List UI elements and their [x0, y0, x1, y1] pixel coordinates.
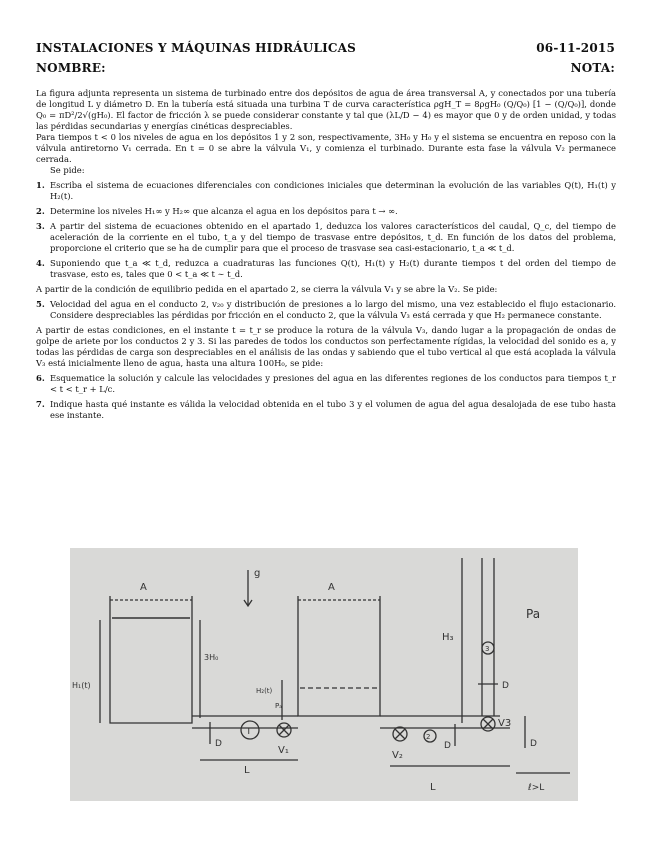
label-conduit-2: 2 — [426, 733, 431, 741]
question-item: 6. Esquematice la solución y calcule las velocidades y presiones del agua en las diferentes regiones de los conductos para tiempos t_r < t < t_r + L/c. — [36, 373, 616, 394]
question-item: 2. Determine los niveles H₁∞ y H₂∞ que alcanza el agua en los depósitos para t → ∞. — [36, 206, 398, 216]
label-h3: H₃ — [442, 632, 454, 643]
hydraulic-system-figure — [70, 548, 578, 801]
label-l-gt-l: ℓ>L — [528, 783, 545, 793]
label-tube-3: 3 — [485, 645, 490, 653]
gravity-arrow — [244, 570, 252, 606]
question-list-c — [36, 373, 616, 421]
label-d2: D — [444, 741, 451, 751]
question-item: 7. Indique hasta qué instante es válida la velocidad obtenida en el tubo 3 y el volumen de agua del agua desalojada de ese tubo hasta ese instante. — [36, 399, 616, 420]
question-item: 1. Escriba el sistema de ecuaciones diferenciales con condiciones iniciales que determinan la evolución de las variables Q(t), H₁(t) y H₂(t). — [36, 180, 616, 201]
header-row-2 — [36, 61, 615, 75]
exam-date: 06-11-2015 — [536, 41, 615, 55]
label-turbine: T — [246, 727, 252, 737]
vertical-tube-3 — [482, 558, 494, 716]
label-d1: D — [215, 739, 222, 749]
question-item: 3. A partir del sistema de ecuaciones obtenido en el apartado 1, deduzca los valores característicos del caudal, Q_c, del tiempo de aceleración de la corriente en el tubo, t_a y del tiempo de trasvase entre depósitos, t_d. En función de los datos del problema, proporcione el criterio que se ha de cumplir para que el proceso de trasvase sea casi-estacionario, t_a ≪ t_d. — [36, 221, 616, 253]
tank-2-outline — [298, 596, 380, 716]
label-pa-small: Pₐ — [275, 702, 282, 710]
figure-drawing — [70, 548, 578, 801]
paragraph-3: A partir de estas condiciones, en el instante t = t_r se produce la rotura de la válvula V₃, dando lugar a la propagación de ondas de golpe de ariete por los conductos 2 y 3. Si las paredes de todos los conductos son perfectamente rígidas, la velocidad del sonido es a, y todas las pérdidas de carga son despreciables en el análisis de las ondas y sabiendo que el tubo vertical al que está acoplada la válvula V₃ está inicialmente lleno de agua, hasta una altura 100H₀, se pide: — [36, 325, 616, 368]
name-label: NOMBRE: — [36, 61, 106, 75]
label-h2t: H₂(t) — [256, 687, 273, 695]
question-list-a — [36, 180, 616, 280]
label-g: g — [254, 568, 261, 579]
header-row-1 — [36, 41, 615, 55]
exam-title: INSTALACIONES Y MÁQUINAS HIDRÁULICAS — [36, 41, 357, 55]
intro-paragraph: La figura adjunta representa un sistema de turbinado entre dos depósitos de agua de área transversal A, y conectados por una tubería de longitud L y diámetro D. En la tubería está situada una turbina T de curva característica ρgH_T = 8ρgH₀ (Q/Q₀) [1 − (Q/Q₀)], donde Q₀ = πD²/2√(gH₀). El factor de fricción λ se puede considerar constante y tal que (λL/D − 4) es mayor que 0 y de orden unidad, y todas las pérdidas secundarias y energías cinéticas despreciables. — [36, 88, 616, 131]
label-a1: A — [140, 582, 147, 593]
label-l2: L — [430, 782, 436, 793]
label-v2: V₂ — [392, 750, 403, 761]
label-pa: Pa — [526, 607, 541, 621]
label-l1: L — [244, 765, 250, 776]
label-3h0: 3H₀ — [204, 653, 219, 662]
intro-paragraph-2: Para tiempos t < 0 los niveles de agua en los depósitos 1 y 2 son, respectivamente, 3H₀ y H₀ y el sistema se encuentra en reposo con la válvula antiretorno V₁ cerrada. En t = 0 se abre la válvula V₁, y comienza el turbinado. Durante esta fase la válvula V₂ permanece cerrada. — [36, 132, 616, 164]
label-v1: V₁ — [278, 745, 289, 756]
question-item: 5. Velocidad del agua en el conducto 2, v₂₀ y distribución de presiones a lo largo del mismo, una vez establecido el flujo estacionario. Considere despreciables las pérdidas por fricción en el conducto 2, que la válvula V₃ está cerrada y que H₂ permanece constante. — [36, 299, 616, 320]
question-list-b — [36, 299, 616, 321]
question-item: 4. Suponiendo que t_a ≪ t_d, reduzca a cuadraturas las funciones Q(t), H₁(t) y H₂(t) durante tiempos t del orden del tiempo de trasvase, esto es, tales que 0 < t_a ≪ t ∼ t_d. — [36, 258, 616, 279]
label-d4: D — [502, 681, 509, 691]
label-d3: D — [530, 739, 537, 749]
label-v3: V3 — [498, 718, 512, 729]
tank-1-outline — [110, 596, 192, 723]
label-h1t: H₁(t) — [72, 681, 91, 690]
problem-text — [36, 88, 616, 425]
asks-label: Se pide: — [50, 165, 85, 175]
mid-paragraph: A partir de la condición de equilibrio pedida en el apartado 2, se cierra la válvula V₁ y se abre la V₂. Se pide: — [36, 284, 498, 294]
label-a2: A — [328, 582, 335, 593]
grade-label: NOTA: — [570, 61, 615, 75]
